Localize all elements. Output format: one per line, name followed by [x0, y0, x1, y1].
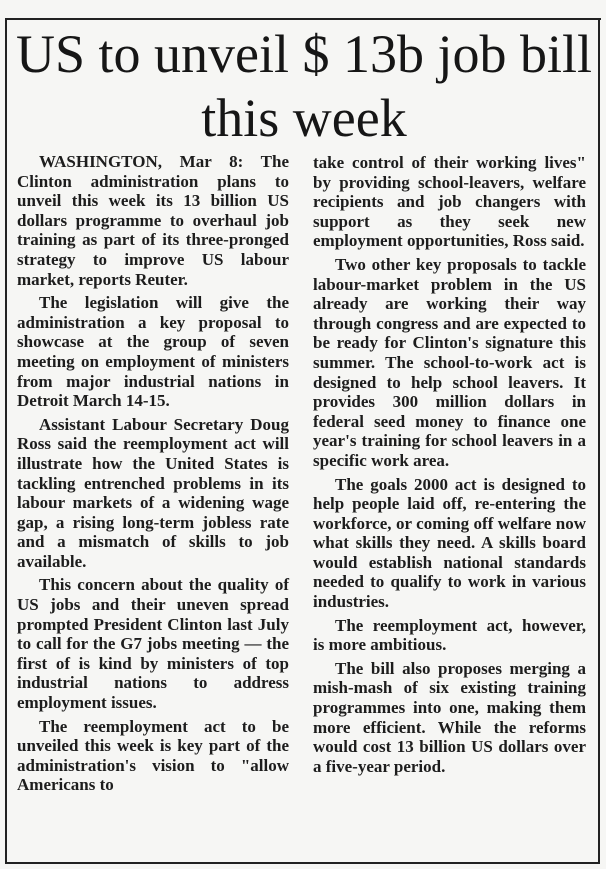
paragraph: The bill also proposes merging a mish-mash of six existing training programmes into one, making them more efficient. While the reforms would cost 13 billion US dollars over a five-year period.: [313, 658, 586, 776]
paragraph: Assistant Labour Secretary Doug Ross said the reemployment act will illustrate how the United States is tackling entrenched problems in its labour markets of a widening wage gap, a rising long-term jobless rate and a mismatch of skills to job available.: [17, 414, 289, 571]
headline: US to unveil $ 13b job bill this week: [15, 24, 593, 148]
border-top-rule: [5, 18, 601, 20]
paragraph: The reemployment act, however, is more ambitious.: [313, 615, 586, 655]
left-column: [17, 152, 289, 799]
paragraph: The goals 2000 act is designed to help people laid off, re-entering the workforce, or coming off welfare now what skills they need. A skills board would establish national standards needed to qualify to work in various industries.: [313, 474, 586, 612]
paragraph: The legislation will give the administration a key proposal to showcase at the group of seven meeting on employment of ministers from major industrial nations in Detroit March 14-15.: [17, 293, 289, 411]
paragraph-continued: take control of their working lives" by providing school-leavers, welfare recipients and job changers with support as they seek new employment opportunities, Ross said.: [313, 153, 586, 251]
paragraph: The reemployment act to be unveiled this week is key part of the administration's vision to "allow Americans to: [17, 716, 289, 795]
border-left-rule: [5, 18, 7, 863]
right-column: [313, 153, 586, 780]
border-right-rule: [598, 18, 600, 863]
paragraph: Two other key proposals to tackle labour-market problem in the US already are working their way through congress and are expected to be ready for Clinton's signature this summer. The school-to-work act is designed to help school leavers. It provides 300 million dollars in federal seed money to finance one year's training for school leavers in a specific work area.: [313, 254, 586, 470]
paragraph-dateline: WASHINGTON, Mar 8: The Clinton administration plans to unveil this week its 13 billion US dollars programme to overhaul job training as part of its three-pronged strategy to improve US labour market, reports Reuter.: [17, 152, 289, 289]
border-bottom-rule: [5, 862, 600, 864]
paragraph: This concern about the quality of US jobs and their uneven spread prompted President Clinton last July to call for the G7 jobs meeting — the first of is kind by ministers of top industrial nations to address employment issues.: [17, 575, 289, 713]
